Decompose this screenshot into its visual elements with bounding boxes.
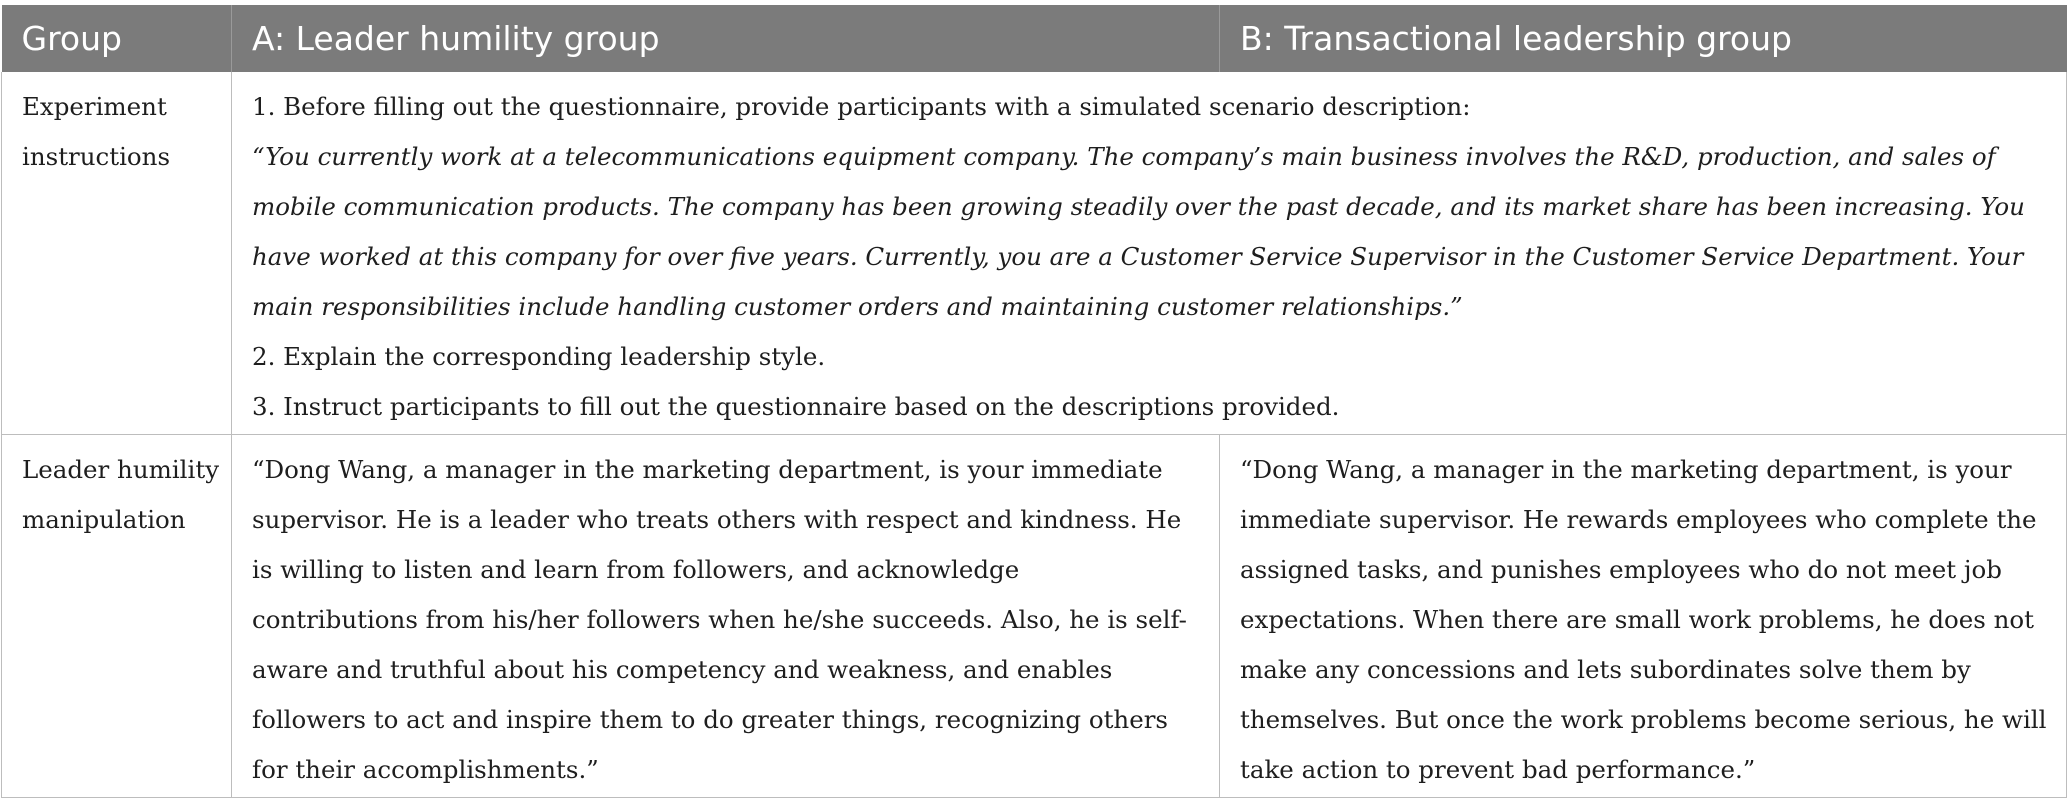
row-label-experiment-instructions: Experiment instructions [2, 72, 232, 435]
header-group: Group [2, 5, 232, 72]
instruction-step-1: 1. Before filling out the questionnaire, provide participants with a simulated scenario description: [252, 92, 1471, 121]
scenario-description: “You currently work at a telecommunications equipment company. The company’s main business involves the R&D, production, and sales of mobile communication products. The company has been growing steadily over the past decade, and its market share has been increasing. You have worked at this company for over five years. Currently, you are a Customer Service Supervisor in the Customer Service Department. Your main responsibilities include handling customer orders and maintaining customer relationships.” [252, 142, 2025, 321]
leader-humility-description [232, 435, 1220, 798]
header-transactional-leadership-group: B: Transactional leadership group [1220, 5, 2067, 72]
table-header-row [2, 5, 2067, 72]
transactional-leadership-description [1220, 435, 2067, 798]
experiment-instructions-cell [232, 72, 2067, 435]
table-row-leader-humility-manipulation [2, 435, 2067, 798]
instruction-step-3: 3. Instruct participants to fill out the questionnaire based on the descriptions provided. [252, 392, 1340, 421]
transactional-leadership-text: “Dong Wang, a manager in the marketing department, is your immediate supervisor. He rewards employees who complete the assigned tasks, and punishes employees who do not meet job expectations. When there are small work problems, he does not make any concessions and lets subordinates solve them by themselves. But once the work problems become serious, he will take action to prevent bad performance.” [1240, 455, 2047, 784]
row-label-leader-humility-manipulation: Leader humility manipulation [2, 435, 232, 798]
header-leader-humility-group: A: Leader humility group [232, 5, 1220, 72]
instruction-step-2: 2. Explain the corresponding leadership style. [252, 342, 826, 371]
leader-humility-text: “Dong Wang, a manager in the marketing department, is your immediate supervisor. He is a leader who treats others with respect and kindness. He is willing to listen and learn from followers, and acknowledge contributions from his/her followers when he/she succeeds. Also, he is self-aware and truthful about his competency and weakness, and enables followers to act and inspire them to do greater things, recognizing others for their accomplishments.” [252, 455, 1187, 784]
table-row-experiment-instructions [2, 72, 2067, 435]
experiment-design-table [1, 5, 2067, 798]
